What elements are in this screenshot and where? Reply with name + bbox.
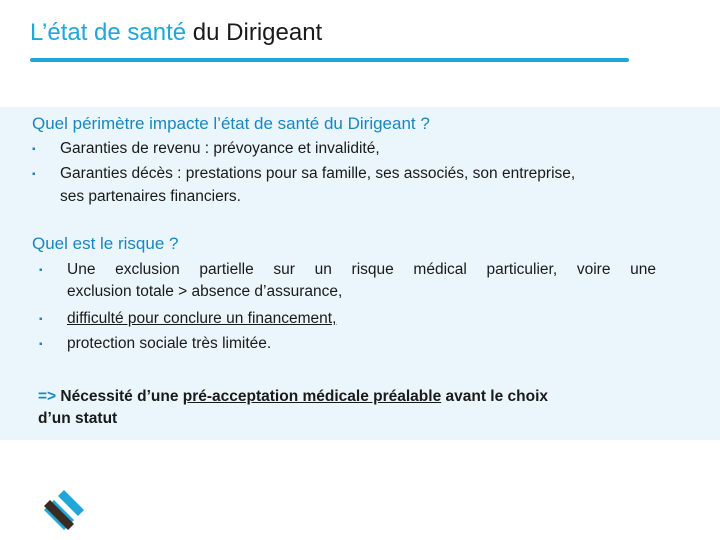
bullet-icon: ▪ [32, 144, 36, 155]
conclusion-emphasis: pré-acceptation médicale préalable [182, 388, 442, 405]
list-item: difficulté pour conclure un financement, [67, 310, 337, 327]
title-rest: du Dirigeant [186, 19, 323, 46]
bullet-icon: ▪ [39, 314, 43, 325]
bullet-icon: ▪ [32, 169, 36, 180]
conclusion [38, 386, 548, 430]
list-item-continuation: ses partenaires financiers. [60, 188, 241, 205]
list-item: protection sociale très limitée. [67, 335, 272, 352]
list-item: Garanties de revenu : prévoyance et invalidité, [60, 140, 380, 157]
question-2: Quel est le risque ? [32, 234, 179, 253]
question-1: Quel périmètre impacte l’état de santé du Dirigeant ? [32, 114, 430, 133]
title-accent: L’état de santé [30, 19, 187, 46]
list-item: Garanties décès : prestations pour sa famille, ses associés, son entreprise, [60, 165, 576, 182]
title-divider [30, 58, 629, 62]
list-item: Une exclusion partielle sur un risque médical particulier, voire une [67, 261, 656, 278]
bullet-icon: ▪ [39, 339, 43, 350]
conclusion-text: Nécessité d’une [56, 388, 183, 405]
conclusion-text-end: avant le choix [441, 388, 549, 405]
bullet-icon: ▪ [39, 265, 43, 276]
page-title [30, 18, 322, 48]
list-item-continuation: exclusion totale > absence d’assurance, [67, 283, 343, 300]
brand-logo-icon [42, 488, 86, 532]
arrow-label: => [38, 388, 57, 405]
conclusion-line2: d’un statut [38, 410, 118, 427]
